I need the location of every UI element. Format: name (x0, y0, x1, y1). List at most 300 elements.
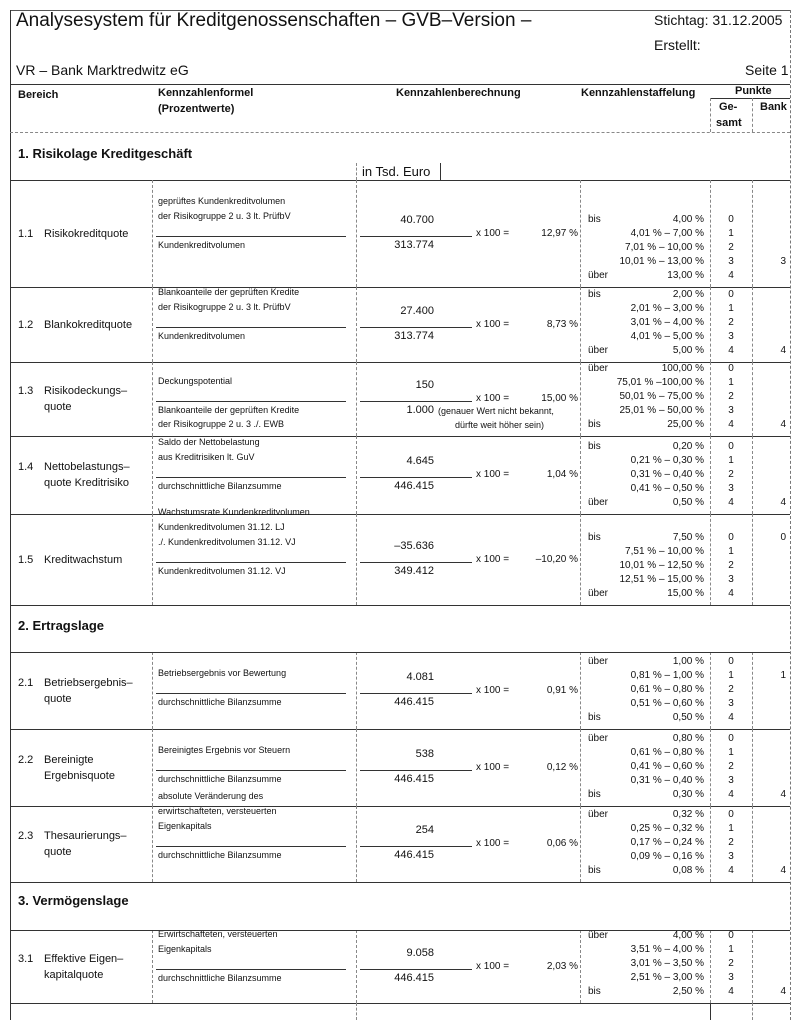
row-bottom-rule (10, 806, 790, 807)
scale-points: 3 (728, 972, 734, 983)
scale-range: 7,01 % – 10,00 % (625, 242, 704, 253)
col-divider-berechnung (356, 180, 357, 287)
result-value: 0,12 % (546, 762, 578, 773)
scale-range: 2,51 % – 3,00 % (630, 972, 704, 983)
denominator-label: durchschnittliche Bilanzsumme (158, 481, 282, 491)
row-name: Bereinigte (44, 754, 94, 766)
unit-divider (356, 163, 357, 180)
scale-range: 3,01 % – 3,50 % (630, 958, 704, 969)
scale-qualifier: über (588, 733, 609, 744)
denominator-label: Kundenkreditvolumen (158, 240, 246, 250)
scale-points: 0 (728, 733, 734, 744)
scale-points: 2 (728, 761, 734, 772)
col-header-bereich: Bereich (18, 89, 59, 101)
numerator-value: 40.700 (400, 214, 434, 226)
numerator-label: Eigenkapitals (158, 821, 212, 831)
numerator-label: Kundenkreditvolumen 31.12. LJ (158, 522, 285, 532)
scale-range: 0,51 % – 0,60 % (630, 698, 704, 709)
created-label: Erstellt: (654, 37, 701, 53)
denominator-label: durchschnittliche Bilanzsumme (158, 973, 282, 983)
scale-range: 0,20 % (672, 441, 704, 452)
scale-qualifier: bis (588, 865, 601, 876)
col-divider-formel (152, 362, 153, 436)
result-value: 0,06 % (546, 838, 578, 849)
denominator-value: 446.415 (394, 849, 434, 861)
page-frame-right (790, 10, 791, 1020)
scale-range: 10,01 % – 12,50 % (619, 560, 704, 571)
bank-points: 0 (780, 532, 786, 543)
row-number: 3.1 (18, 953, 34, 965)
scale-points: 4 (728, 865, 734, 876)
col-divider-bank (752, 180, 753, 287)
scale-points: 0 (728, 214, 734, 225)
scale-points: 4 (728, 419, 734, 430)
scale-points: 2 (728, 837, 734, 848)
scale-range: 1,00 % (672, 656, 704, 667)
scale-points: 3 (728, 405, 734, 416)
scale-range: 7,50 % (672, 532, 704, 543)
scale-points: 0 (728, 532, 734, 543)
scale-range: 75,01 % –100,00 % (616, 377, 704, 388)
col-divider-staffelung (580, 362, 581, 436)
scale-range: 4,01 % – 7,00 % (630, 228, 704, 239)
bank-points: 4 (780, 345, 786, 356)
denominator-value: 313.774 (394, 239, 434, 251)
col-divider-formel (152, 180, 153, 287)
formula-fraction-line (156, 562, 346, 563)
numerator-label: aus Kreditrisiken lt. GuV (158, 452, 255, 462)
scale-points: 4 (728, 712, 734, 723)
scale-range: 0,09 % – 0,16 % (630, 851, 704, 862)
scale-points: 3 (728, 256, 734, 267)
scale-range: 0,61 % – 0,80 % (630, 684, 704, 695)
row-bottom-rule (10, 436, 790, 437)
denominator-value: 446.415 (394, 972, 434, 984)
row-name-line2: quote (44, 846, 72, 858)
col-divider-gesamt (710, 652, 711, 729)
col-divider-berechnung (356, 652, 357, 729)
col-divider-berechnung (356, 362, 357, 436)
scale-range: 7,51 % – 10,00 % (625, 546, 704, 557)
scale-points: 1 (728, 944, 734, 955)
denominator-value: 1.000 (406, 404, 434, 416)
scale-qualifier: bis (588, 532, 601, 543)
col-divider-bank (752, 514, 753, 605)
denominator-label: der Risikogruppe 2 u. 3 ./. EWB (158, 419, 285, 429)
scale-range: 4,01 % – 5,00 % (630, 331, 704, 342)
scale-range: 0,30 % (672, 789, 704, 800)
scale-points: 1 (728, 670, 734, 681)
bank-points: 4 (780, 789, 786, 800)
scale-points: 2 (728, 684, 734, 695)
scale-range: 2,01 % – 3,00 % (630, 303, 704, 314)
col-divider-staffelung (580, 806, 581, 882)
scale-range: 25,00 % (667, 419, 704, 430)
scale-range: 4,00 % (672, 930, 704, 941)
col-divider-berechnung (356, 930, 357, 1003)
formula-fraction-line (156, 693, 346, 694)
scale-qualifier: bis (588, 419, 601, 430)
scale-range: 0,08 % (672, 865, 704, 876)
col-divider-gesamt (710, 436, 711, 514)
scale-qualifier: über (588, 930, 609, 941)
scale-points: 4 (728, 345, 734, 356)
scale-points: 3 (728, 331, 734, 342)
col-divider-formel (152, 729, 153, 806)
multiplier-label: x 100 = (476, 762, 510, 773)
page-frame-left (10, 10, 11, 1020)
col-divider-berechnung (356, 729, 357, 806)
section-3-rule (10, 930, 790, 931)
col-header-punkte: Punkte (735, 85, 772, 97)
scale-range: 0,81 % – 1,00 % (630, 670, 704, 681)
scale-range: 3,01 % – 4,00 % (630, 317, 704, 328)
numerator-value: 538 (415, 748, 434, 760)
numerator-value: 27.400 (400, 305, 434, 317)
denominator-value: 446.415 (394, 696, 434, 708)
scale-range: 50,01 % – 75,00 % (619, 391, 704, 402)
formula-fraction-line (156, 327, 346, 328)
bank-points: 1 (780, 670, 786, 681)
row-name-line2: quote (44, 693, 72, 705)
row-name: Risikokreditquote (44, 228, 129, 240)
row-name-line2: quote (44, 401, 72, 413)
calc-fraction-line (360, 693, 472, 694)
scale-points: 0 (728, 363, 734, 374)
col-header-staffelung: Kennzahlenstaffelung (581, 87, 696, 99)
col-divider-bank (752, 362, 753, 436)
numerator-label: erwirtschafteten, versteuerten (158, 806, 277, 816)
scale-points: 0 (728, 809, 734, 820)
scale-points: 3 (728, 698, 734, 709)
calc-fraction-line (360, 846, 472, 847)
scale-range: 0,17 % – 0,24 % (630, 837, 704, 848)
calc-fraction-line (360, 477, 472, 478)
col-divider-formel (152, 930, 153, 1003)
scale-qualifier: über (588, 656, 609, 667)
scale-points: 4 (728, 588, 734, 599)
col-divider-formel (152, 652, 153, 729)
row-number: 2.3 (18, 830, 34, 842)
multiplier-label: x 100 = (476, 685, 510, 696)
section-1-rule (10, 180, 790, 181)
bank-name: VR – Bank Marktredwitz eG (16, 62, 189, 78)
col-divider-staffelung (580, 287, 581, 362)
row-name-line2: Ergebnisquote (44, 770, 115, 782)
scale-points: 1 (728, 228, 734, 239)
scale-points: 2 (728, 317, 734, 328)
numerator-value: 150 (415, 379, 434, 391)
row-bottom-rule (10, 729, 790, 730)
numerator-label: Saldo der Nettobelastung (158, 437, 260, 447)
scale-points: 4 (728, 270, 734, 281)
numerator-label: Erwirtschafteten, versteuerten (158, 929, 278, 939)
col-divider-bank (752, 729, 753, 806)
scale-points: 1 (728, 823, 734, 834)
scale-qualifier: bis (588, 214, 601, 225)
numerator-label: der Risikogruppe 2 u. 3 lt. PrüfbV (158, 302, 291, 312)
scale-qualifier: über (588, 588, 609, 599)
header-top-rule (10, 84, 790, 85)
row-bottom-rule (10, 514, 790, 515)
unit-box-right (440, 163, 441, 180)
scale-range: 0,21 % – 0,30 % (630, 455, 704, 466)
col-divider-staffelung (580, 180, 581, 287)
numerator-label: ./. Kundenkreditvolumen 31.12. VJ (158, 537, 296, 547)
scale-points: 4 (728, 986, 734, 997)
scale-range: 0,41 % – 0,60 % (630, 761, 704, 772)
denominator-value: 446.415 (394, 773, 434, 785)
numerator-label: Deckungspotential (158, 376, 233, 386)
scale-qualifier: bis (588, 789, 601, 800)
multiplier-label: x 100 = (476, 319, 510, 330)
multiplier-label: x 100 = (476, 469, 510, 480)
scale-range: 4,00 % (672, 214, 704, 225)
result-value: 0,91 % (546, 685, 578, 696)
col-header-bank: Bank (760, 101, 787, 113)
scale-range: 2,00 % (672, 289, 704, 300)
result-value: 15,00 % (541, 393, 578, 404)
col-divider-berechnung (356, 287, 357, 362)
scale-points: 1 (728, 546, 734, 557)
bank-points: 4 (780, 865, 786, 876)
scale-range: 0,31 % – 0,40 % (630, 775, 704, 786)
formula-fraction-line (156, 846, 346, 847)
scale-points: 4 (728, 789, 734, 800)
scale-points: 1 (728, 455, 734, 466)
multiplier-label: x 100 = (476, 838, 510, 849)
trailing-divider-2 (710, 1003, 711, 1020)
scale-range: 3,51 % – 4,00 % (630, 944, 704, 955)
numerator-label: Bereinigtes Ergebnis vor Steuern (158, 745, 291, 755)
result-value: 8,73 % (546, 319, 578, 330)
scale-range: 100,00 % (661, 363, 704, 374)
col-divider-gesamt (710, 806, 711, 882)
numerator-label: Blankoanteile der geprüften Kredite (158, 287, 300, 297)
result-value: 1,04 % (546, 469, 578, 480)
scale-points: 0 (728, 289, 734, 300)
scale-points: 4 (728, 497, 734, 508)
scale-points: 0 (728, 656, 734, 667)
scale-range: 5,00 % (672, 345, 704, 356)
row-name-line2: kapitalquote (44, 969, 104, 981)
calc-fraction-line (360, 327, 472, 328)
col-divider-bank (752, 930, 753, 1003)
row-number: 1.1 (18, 228, 34, 240)
col-header-formel-sub: (Prozentwerte) (158, 103, 235, 115)
scale-qualifier: bis (588, 986, 601, 997)
row-bottom-rule (10, 605, 790, 606)
scale-qualifier: bis (588, 289, 601, 300)
col-divider-gesamt (710, 514, 711, 605)
scale-points: 3 (728, 483, 734, 494)
row-number: 2.2 (18, 754, 34, 766)
calc-fraction-line (360, 401, 472, 402)
row-bottom-rule (10, 1003, 790, 1004)
row-number: 1.3 (18, 385, 34, 397)
numerator-label: Wachstumsrate Kundenkreditvolumen (158, 507, 310, 517)
col-divider-staffelung (580, 514, 581, 605)
numerator-label: geprüftes Kundenkreditvolumen (158, 196, 286, 206)
scale-points: 3 (728, 574, 734, 585)
row-number: 1.4 (18, 461, 34, 473)
section-title-1: 1. Risikolage Kreditgeschäft (18, 146, 193, 161)
calc-fraction-line (360, 969, 472, 970)
numerator-value: 4.081 (406, 671, 434, 683)
scale-points: 2 (728, 560, 734, 571)
punkte-rule (710, 98, 790, 99)
multiplier-label: x 100 = (476, 554, 510, 565)
row-number: 1.2 (18, 319, 34, 331)
formula-fraction-line (156, 770, 346, 771)
section-2-rule (10, 652, 790, 653)
scale-range: 0,61 % – 0,80 % (630, 747, 704, 758)
trailing-divider-1 (356, 1003, 357, 1020)
denominator-value: 349.412 (394, 565, 434, 577)
denominator-label: Kundenkreditvolumen (158, 331, 246, 341)
row-name: Thesaurierungs– (44, 830, 127, 842)
denominator-value: 313.774 (394, 330, 434, 342)
col-divider-berechnung (356, 806, 357, 882)
scale-points: 3 (728, 851, 734, 862)
denominator-label: durchschnittliche Bilanzsumme (158, 850, 282, 860)
row-name-line2: quote Kreditrisiko (44, 477, 129, 489)
scale-range: 0,41 % – 0,50 % (630, 483, 704, 494)
result-value: 2,03 % (546, 961, 578, 972)
numerator-value: 254 (415, 824, 434, 836)
calc-fraction-line (360, 770, 472, 771)
col-divider-formel (152, 514, 153, 605)
scale-range: 13,00 % (667, 270, 704, 281)
gesamt-divider (710, 98, 711, 132)
row-name: Effektive Eigen– (44, 953, 124, 965)
header-bottom-rule (10, 132, 790, 133)
scale-range: 0,50 % (672, 712, 704, 723)
scale-points: 3 (728, 775, 734, 786)
row-bottom-rule (10, 882, 790, 883)
scale-qualifier: über (588, 809, 609, 820)
col-divider-gesamt (710, 362, 711, 436)
scale-qualifier: bis (588, 441, 601, 452)
scale-points: 2 (728, 469, 734, 480)
scale-points: 2 (728, 391, 734, 402)
unit-label: in Tsd. Euro (362, 164, 431, 179)
scale-points: 0 (728, 930, 734, 941)
formula-fraction-line (156, 236, 346, 237)
row-name: Blankokreditquote (44, 319, 133, 331)
row-number: 1.5 (18, 554, 34, 566)
col-divider-bank (752, 436, 753, 514)
note-line-1: (genauer Wert nicht bekannt, (438, 406, 554, 416)
scale-range: 25,01 % – 50,00 % (619, 405, 704, 416)
numerator-value: 9.058 (406, 947, 434, 959)
calc-fraction-line (360, 236, 472, 237)
scale-range: 2,50 % (672, 986, 704, 997)
denominator-label: Kundenkreditvolumen 31.12. VJ (158, 566, 286, 576)
trailing-divider-3 (752, 1003, 753, 1020)
col-divider-formel (152, 436, 153, 514)
col-divider-staffelung (580, 436, 581, 514)
scale-range: 12,51 % – 15,00 % (619, 574, 704, 585)
col-divider-bank (752, 652, 753, 729)
scale-range: 0,50 % (672, 497, 704, 508)
numerator-value: 4.645 (406, 455, 434, 467)
col-divider-bank (752, 287, 753, 362)
row-name: Nettobelastungs– (44, 461, 130, 473)
scale-range: 0,80 % (672, 733, 704, 744)
numerator-label: Eigenkapitals (158, 944, 212, 954)
multiplier-label: x 100 = (476, 961, 510, 972)
col-divider-formel (152, 806, 153, 882)
denominator-label: durchschnittliche Bilanzsumme (158, 697, 282, 707)
scale-points: 2 (728, 958, 734, 969)
scale-points: 1 (728, 303, 734, 314)
bank-points: 3 (780, 256, 786, 267)
multiplier-label: x 100 = (476, 228, 510, 239)
col-header-gesamt-1: Ge- (719, 101, 738, 113)
scale-qualifier: über (588, 363, 609, 374)
multiplier-label: x 100 = (476, 393, 510, 404)
col-header-formel: Kennzahlenformel (158, 87, 254, 99)
scale-range: 10,01 % – 13,00 % (619, 256, 704, 267)
bank-points: 4 (780, 497, 786, 508)
col-header-gesamt-2: samt (716, 117, 742, 129)
col-divider-formel (152, 287, 153, 362)
scale-range: 15,00 % (667, 588, 704, 599)
col-divider-staffelung (580, 729, 581, 806)
numerator-label: absolute Veränderung des (158, 791, 264, 801)
scale-qualifier: bis (588, 712, 601, 723)
bank-points: 4 (780, 986, 786, 997)
scale-qualifier: über (588, 270, 609, 281)
row-bottom-rule (10, 287, 790, 288)
formula-fraction-line (156, 401, 346, 402)
scale-points: 1 (728, 747, 734, 758)
numerator-value: –35.636 (394, 540, 434, 552)
document-title: Analysesystem für Kreditgenossenschaften – GVB–Version – (16, 10, 532, 31)
scale-range: 0,31 % – 0,40 % (630, 469, 704, 480)
col-divider-gesamt (710, 180, 711, 287)
scale-points: 2 (728, 242, 734, 253)
section-title-2: 2. Ertragslage (18, 618, 104, 633)
col-divider-bank (752, 806, 753, 882)
numerator-label: Betriebsergebnis vor Bewertung (158, 668, 287, 678)
formula-fraction-line (156, 969, 346, 970)
col-divider-berechnung (356, 514, 357, 605)
reference-date: Stichtag: 31.12.2005 (654, 12, 783, 28)
row-name: Risikodeckungs– (44, 385, 128, 397)
section-title-3: 3. Vermögenslage (18, 893, 129, 908)
col-divider-gesamt (710, 729, 711, 806)
calc-fraction-line (360, 562, 472, 563)
row-name: Betriebsergebnis– (44, 677, 133, 689)
col-divider-gesamt (710, 930, 711, 1003)
col-header-berechnung: Kennzahlenberechnung (396, 87, 521, 99)
bank-points: 4 (780, 419, 786, 430)
scale-qualifier: über (588, 345, 609, 356)
numerator-label: der Risikogruppe 2 u. 3 lt. PrüfbV (158, 211, 291, 221)
bank-divider (752, 98, 753, 132)
scale-range: 0,25 % – 0,32 % (630, 823, 704, 834)
scale-points: 0 (728, 441, 734, 452)
col-divider-berechnung (356, 436, 357, 514)
col-divider-staffelung (580, 652, 581, 729)
scale-qualifier: über (588, 497, 609, 508)
note-line-2: dürfte weit höher sein) (455, 420, 545, 430)
denominator-label: Blankoanteile der geprüften Kredite (158, 405, 300, 415)
col-divider-staffelung (580, 930, 581, 1003)
denominator-label: durchschnittliche Bilanzsumme (158, 774, 282, 784)
